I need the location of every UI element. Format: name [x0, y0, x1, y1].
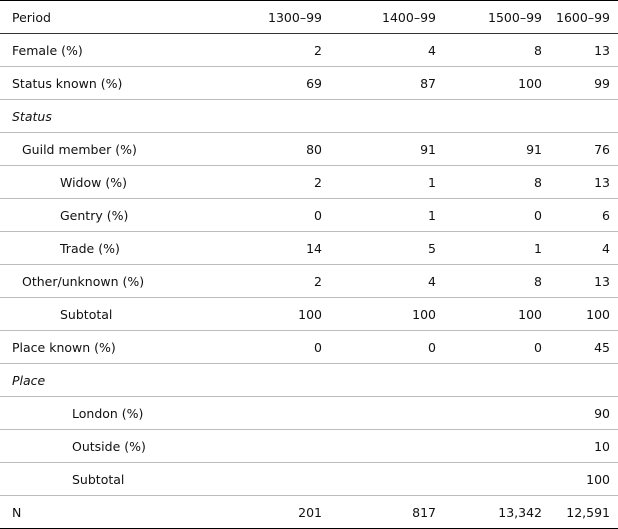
row-value — [328, 430, 444, 463]
table-header-row — [0, 1, 618, 34]
row-value: 100 — [298, 306, 322, 322]
row-value: 8 — [534, 42, 542, 58]
table-row — [0, 298, 618, 331]
row-value: 100 — [412, 306, 436, 322]
row-value: 2 — [314, 273, 322, 289]
row-value: 1 — [428, 207, 436, 223]
row-label: Female (%) — [12, 42, 83, 58]
row-value — [328, 100, 444, 133]
row-value: 69 — [306, 75, 322, 91]
row-label: Place — [12, 372, 46, 388]
row-value: 0 — [428, 339, 436, 355]
row-value — [328, 364, 444, 397]
table-row — [0, 331, 618, 364]
table-row — [0, 232, 618, 265]
row-label: Subtotal — [60, 306, 113, 322]
row-label: N — [12, 504, 22, 520]
table-row — [0, 166, 618, 199]
row-value: 8 — [534, 273, 542, 289]
row-value: 817 — [412, 504, 436, 520]
row-value: 0 — [534, 207, 542, 223]
row-value: 4 — [602, 240, 610, 256]
row-value — [222, 463, 328, 496]
row-value: 45 — [594, 339, 610, 355]
row-value: 80 — [306, 141, 322, 157]
row-value: 0 — [534, 339, 542, 355]
row-value — [444, 430, 550, 463]
header-period: Period — [12, 9, 51, 25]
row-label: Trade (%) — [60, 240, 120, 256]
row-value: 13 — [594, 174, 610, 190]
row-label: Guild member (%) — [22, 141, 137, 157]
header-1600: 1600–99 — [556, 9, 610, 25]
row-value: 0 — [314, 339, 322, 355]
row-label: Place known (%) — [12, 339, 116, 355]
row-value: 100 — [586, 306, 610, 322]
row-label: Other/unknown (%) — [22, 273, 145, 289]
row-value — [222, 397, 328, 430]
row-value — [444, 364, 550, 397]
table-row — [0, 496, 618, 529]
row-value: 5 — [428, 240, 436, 256]
table-row — [0, 364, 618, 397]
row-value: 87 — [420, 75, 436, 91]
row-value: 13 — [594, 273, 610, 289]
row-value: 4 — [428, 273, 436, 289]
row-value: 8 — [534, 174, 542, 190]
row-value — [328, 463, 444, 496]
table-row — [0, 397, 618, 430]
row-value — [222, 100, 328, 133]
row-value: 201 — [298, 504, 322, 520]
row-value: 76 — [594, 141, 610, 157]
row-value: 100 — [518, 306, 542, 322]
row-label: Status known (%) — [12, 75, 123, 91]
row-value — [222, 364, 328, 397]
row-label: Outside (%) — [72, 438, 146, 454]
row-value — [222, 430, 328, 463]
table-row — [0, 463, 618, 496]
row-label: Status — [12, 108, 52, 124]
row-value: 90 — [594, 405, 610, 421]
row-value — [550, 364, 618, 397]
table-row — [0, 265, 618, 298]
row-value — [444, 463, 550, 496]
table-row — [0, 67, 618, 100]
row-value — [444, 397, 550, 430]
table-row — [0, 199, 618, 232]
row-value: 100 — [586, 471, 610, 487]
row-value: 2 — [314, 174, 322, 190]
row-value: 1 — [428, 174, 436, 190]
row-value: 2 — [314, 42, 322, 58]
header-1300: 1300–99 — [268, 9, 322, 25]
row-label: Gentry (%) — [60, 207, 129, 223]
row-value: 14 — [306, 240, 322, 256]
row-value: 91 — [420, 141, 436, 157]
row-value: 1 — [534, 240, 542, 256]
table-row — [0, 100, 618, 133]
row-value — [328, 397, 444, 430]
row-value: 13 — [594, 42, 610, 58]
row-value — [444, 100, 550, 133]
row-value — [550, 100, 618, 133]
row-value: 6 — [602, 207, 610, 223]
table-row — [0, 133, 618, 166]
row-value: 13,342 — [498, 504, 542, 520]
row-value: 100 — [518, 75, 542, 91]
row-label: Widow (%) — [60, 174, 127, 190]
row-value: 99 — [594, 75, 610, 91]
table-row — [0, 430, 618, 463]
row-value: 91 — [526, 141, 542, 157]
row-value: 4 — [428, 42, 436, 58]
row-label: Subtotal — [72, 471, 125, 487]
header-1400: 1400–99 — [382, 9, 436, 25]
header-1500: 1500–99 — [488, 9, 542, 25]
row-value: 0 — [314, 207, 322, 223]
row-value: 10 — [594, 438, 610, 454]
row-value: 12,591 — [566, 504, 610, 520]
row-label: London (%) — [72, 405, 144, 421]
table-row — [0, 34, 618, 67]
